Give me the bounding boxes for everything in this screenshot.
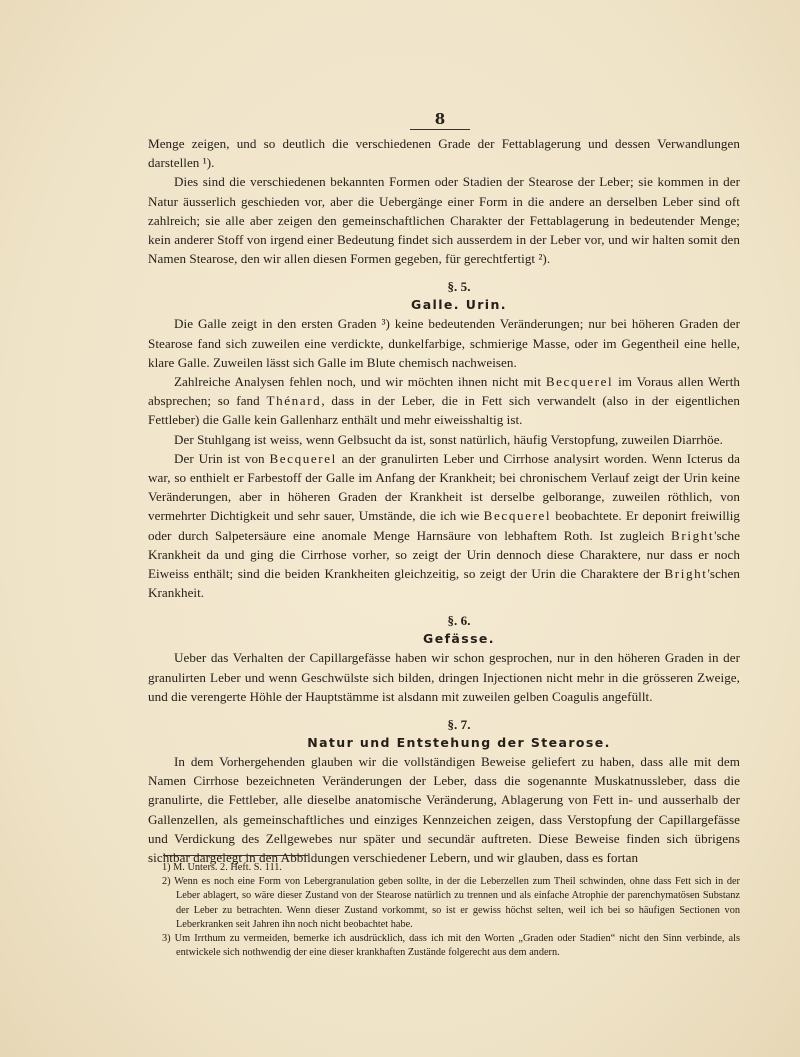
author-name: Becquerel xyxy=(269,450,337,466)
text-run: Zahlreiche Analysen fehlen noch, und wir möchten ihnen nicht mit xyxy=(174,374,546,390)
paragraph: Die Galle zeigt in den ersten Graden ³) keine bedeutenden Veränderungen; nur bei höheren Graden der Stearose fand sich zuweilen eine verdickte, dunkelfarbige, schmierige Masse, oder im Gegentheil eine helle, klare Galle. Zuweilen lässt sich Galle im Blute chemisch nachweisen. xyxy=(148,316,740,370)
author-name: Bright xyxy=(671,527,715,543)
text-run: 'sche Krankheit da und ging die Cirrhose vorher, so zeigt der Urin dennoch diese Charaktere, nur dass er noch Eiweiss enthält; sind die beiden Krankheiten gleichzeitig, so zeigt der Urin die Charaktere der xyxy=(148,527,740,582)
section-number: §. 7. xyxy=(447,717,471,733)
page-number: 8 xyxy=(410,110,470,130)
paragraph: Menge zeigen, und so deutlich die verschiedenen Grade der Fettablagerung und dessen Verwandlungen darstellen ¹). xyxy=(148,136,740,171)
paragraph: Ueber das Verhalten der Capillargefässe haben wir schon gesprochen, nur in den höheren Graden in der granulirten Leber und wenn Geschwülste sich bilden, dringen Injectionen nicht mehr in die grösseren Zweige, und die verengerte Höhle der Hauptstämme ist alsdann mit zuweilen gelben Coagulis angefüllt. xyxy=(148,650,740,704)
paragraph: Dies sind die verschiedenen bekannten Formen oder Stadien der Stearose der Leber; sie kommen in der Natur äusserlich geschieden vor, aber die Uebergänge einer Form in die andere an derselben Leber sind oft zahlreich; sie alle aber zeigen den gemeinschaftlichen Charakter der Fettablagerung in bedeutender Menge; kein anderer Stoff von irgend einer Bedeutung findet sich ausserdem in der Leber vor, und wir halten somit den Namen Stearose, den wir allen diesen Formen gegeben, für gerechtfertigt ²). xyxy=(148,174,740,267)
paragraph: In dem Vorhergehenden glauben wir die vollständigen Beweise geliefert zu haben, dass alle mit dem Namen Cirrhose bezeichneten Veränderungen der Leber, dass die sogenannte Muskatnussleber, dass die granulirte, die Fettleber, alle dieselbe anatomische Veränderung, Ablagerung von Fett in- und ausserhalb der Gallenzellen, als gemeinschaftliches und einziges Kennzeichen zeigen, dass Verstopfung der Capillargefässe und Verdickung des Zellgewebes nur später und secundär auftreten. Diese Beweise finden sich übrigens sichtbar dargelegt in den Abbildungen verschiedener Lebern, und wir glauben, dass es fortan xyxy=(148,754,740,866)
section-title: Natur und Entstehung der Stearose. xyxy=(307,735,611,751)
text-run: , dass in der Leber, die in Fett sich verwandelt (also in der eigentlichen Fettleber) die Galle kein Gallenharz enthält und mehr eiweisshaltig ist. xyxy=(148,393,740,428)
section-number: §. 5. xyxy=(447,279,471,295)
paragraph: Der Stuhlgang ist weiss, wenn Gelbsucht da ist, sonst natürlich, häufig Verstopfung, zuweilen Diarrhöe. xyxy=(174,431,723,447)
paragraph xyxy=(148,449,740,603)
author-name: Becquerel xyxy=(545,374,614,390)
author-name: Bright xyxy=(664,566,708,582)
section-title: Galle. Urin. xyxy=(411,297,507,313)
footnote-divider xyxy=(163,855,308,856)
section-title: Gefässe. xyxy=(423,631,495,647)
text-run: an der granulirten Leber und Cirrhose analysirt worden. Wenn Icterus da war, so enthielt er Farbestoff der Galle im Anfang der Krankheit; bei chronischem Verlauf zeigt der Urin keine Veränderungen, aber in höheren Graden der Krankheit ist derselbe gelborange, zuweilen röthlich, von vermehrter Dichtigkeit und sehr sauer, Umstände, die ich wie xyxy=(148,450,740,524)
author-name: Becquerel xyxy=(483,508,552,524)
paragraph xyxy=(148,372,740,430)
text-run: beobachtete. Er deponirt freiwillig oder durch Salpetersäure eine anomale Menge Harnsäure von lebhaftem Roth. Ist zugleich xyxy=(148,508,740,543)
text-run: 'schen Krankheit. xyxy=(148,566,740,601)
author-name: Thénard xyxy=(266,393,322,409)
text-run: im Voraus allen Werth absprechen; so fand xyxy=(148,374,740,409)
footnote: 2) Wenn es noch eine Form von Lebergranulation geben sollte, in der die Leberzellen zum Theil schwinden, ohne dass Fett sich in der Leber ablagert, so wäre dieser Zustand von der Stearose natürlich zu trennen und als einfache Atrophie der parenchymatösen Substanz der Leber zu betrachten. Wenn dieser Zustand vorkommt, so ist er gewiss höchst selten, weil ich bei so häufigen Sectionen von Leberkranken seit Jahren ihn noch nicht beobachtet habe. xyxy=(162,876,740,930)
main-text xyxy=(148,134,740,867)
footnote: 1) M. Unters. 2. Heft. S. 111. xyxy=(162,862,282,873)
footnote: 3) Um Irrthum zu vermeiden, bemerke ich ausdrücklich, dass ich mit den Worten „Graden oder Stadien“ nicht den Sinn verbinde, als entwickele sich nothwendig der eine dieser krankhaften Zustände folgerecht aus dem andern. xyxy=(162,933,740,959)
text-run: Der Urin ist von xyxy=(174,450,270,466)
section-number: §. 6. xyxy=(447,613,471,629)
footnotes xyxy=(162,861,740,960)
